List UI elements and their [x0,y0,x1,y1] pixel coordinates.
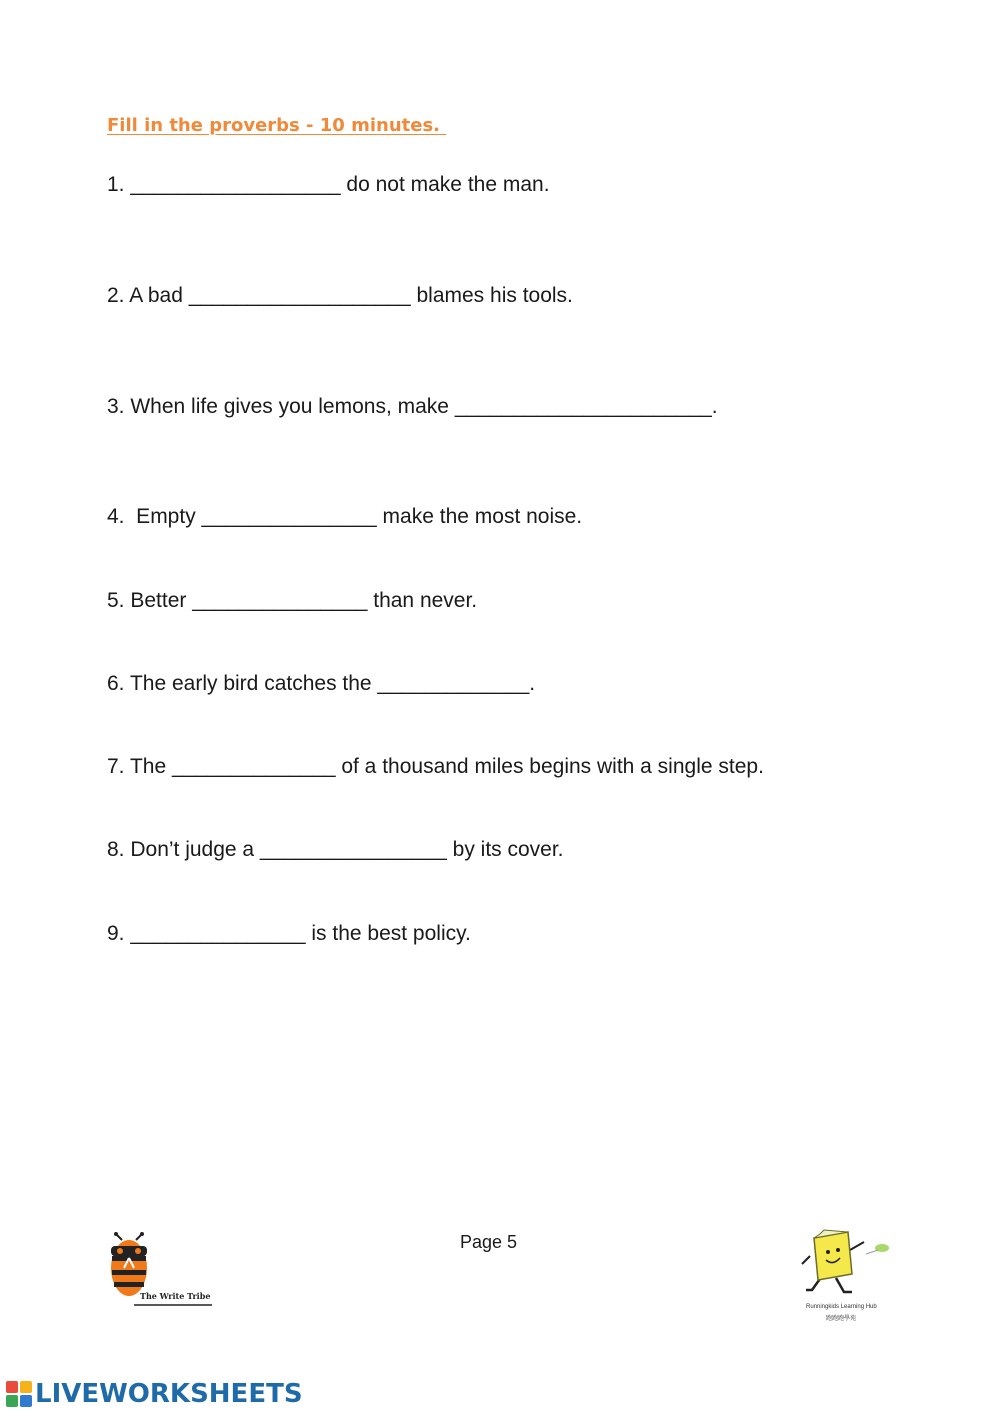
page-number: Page 5 [460,1232,518,1252]
learning-hub-logo [800,1228,900,1328]
question-4: 4. Empty _______________ make the most noise. [107,505,583,528]
question-5: 5. Better _______________ than never. [107,589,478,612]
liveworksheets-brand[interactable] [6,1378,303,1410]
liveworksheets-wordmark: LIVEWORKSHEETS [35,1379,303,1409]
question-1: 1. __________________ do not make the man. [107,173,550,196]
liveworksheets-logo-icon [6,1381,32,1407]
question-8: 8. Don’t judge a ________________ by its cover. [107,838,564,861]
learning-hub-caption: Runningkids Learning Hub [806,1304,877,1310]
question-6: 6. The early bird catches the _____________. [107,672,536,695]
running-book-icon [800,1228,900,1300]
write-tribe-caption: The Write Tribe [140,1291,211,1301]
write-tribe-logo [108,1232,218,1312]
learning-hub-caption-chinese: 跑跑跑學苑 [826,1316,857,1322]
worksheet-heading: Fill in the proverbs - 10 minutes. [107,115,447,136]
question-3: 3. When life gives you lemons, make ______________________. [107,395,718,418]
question-9: 9. _______________ is the best policy. [107,922,471,945]
question-7: 7. The ______________ of a thousand miles begins with a single step. [107,755,764,778]
question-2: 2. A bad ___________________ blames his tools. [107,284,573,307]
